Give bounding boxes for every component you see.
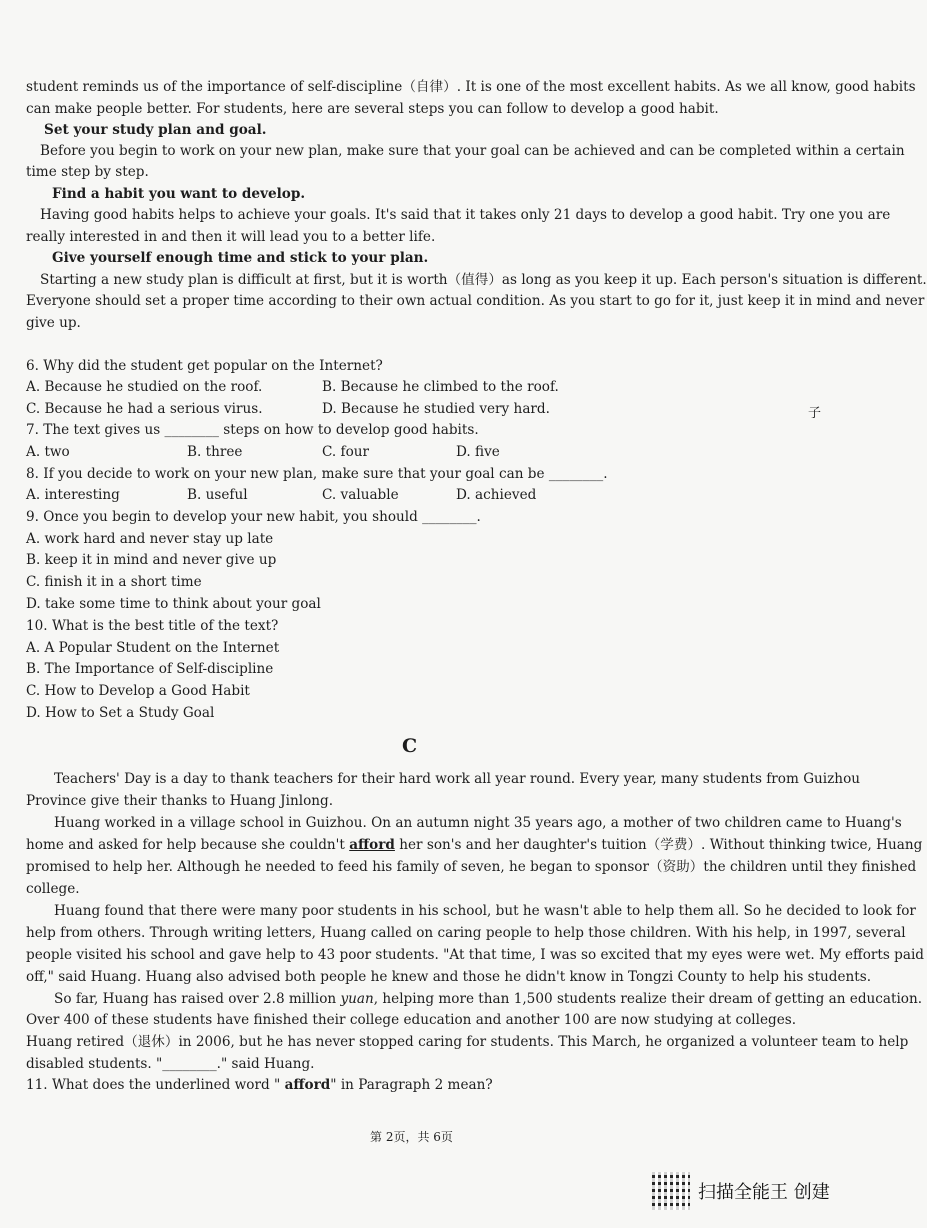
passage-line: promised to help her. Although he needed to feed his family of seven, he began to sponsor（资助）the children until they finished bbox=[26, 859, 917, 875]
passage-line bbox=[26, 836, 922, 854]
qr-code-icon bbox=[652, 1172, 690, 1210]
passage-line: help from others. Through writing letters, Huang called on caring people to help those children. With his help, in 1997, several bbox=[26, 925, 906, 941]
step-heading: Find a habit you want to develop. bbox=[52, 186, 306, 202]
passage-line: Huang found that there were many poor students in his school, but he wasn't able to help them all. So he decided to look for bbox=[54, 903, 916, 919]
question-9-option-a: A. work hard and never stay up late bbox=[26, 531, 274, 547]
question-7-stem: 7. The text gives us ________ steps on how to develop good habits. bbox=[26, 422, 479, 438]
passage-line: time step by step. bbox=[26, 164, 149, 180]
passage-line: really interested in and then it will lead you to a better life. bbox=[26, 229, 436, 245]
question-10-stem: 10. What is the best title of the text? bbox=[26, 618, 279, 634]
passage-line: Starting a new study plan is difficult at first, but it is worth（值得）as long as you keep it up. Each person's situation is different. bbox=[40, 272, 927, 288]
passage-line: Province give their thanks to Huang Jinlong. bbox=[26, 793, 334, 809]
passage-line: Huang worked in a village school in Guizhou. On an autumn night 35 years ago, a mother of two children came to Huang's bbox=[54, 815, 902, 831]
question-8-stem: 8. If you decide to work on your new plan, make sure that your goal can be ________. bbox=[26, 466, 608, 482]
passage-line: give up. bbox=[26, 315, 81, 331]
question-9-option-b: B. keep it in mind and never give up bbox=[26, 552, 277, 568]
quoted-word: afford bbox=[284, 1077, 331, 1093]
question-6-option-c: C. Because he had a serious virus. bbox=[26, 401, 263, 417]
watermark-text: 扫描全能王 创建 bbox=[698, 1182, 830, 1203]
passage-line: disabled students. "________." said Huang. bbox=[26, 1056, 315, 1072]
text-run: 11. What does the underlined word " bbox=[26, 1077, 285, 1093]
passage-line: college. bbox=[26, 881, 80, 897]
passage-line: Huang retired（退休）in 2006, but he has never stopped caring for students. This March, he organized a volunteer team to help bbox=[26, 1034, 909, 1050]
question-11-stem bbox=[26, 1076, 493, 1094]
underlined-word: afford bbox=[349, 837, 395, 853]
passage-line: people visited his school and gave help to 43 poor students. "At that time, I was so excited that my eyes were wet. My efforts paid bbox=[26, 947, 924, 963]
question-6-stem: 6. Why did the student get popular on the Internet? bbox=[26, 358, 383, 374]
italic-word: yuan bbox=[340, 991, 374, 1007]
margin-character: 子 bbox=[808, 406, 822, 421]
question-8-option-a: A. interesting bbox=[26, 487, 120, 503]
question-10-option-a: A. A Popular Student on the Internet bbox=[26, 640, 280, 656]
question-6-option-d: D. Because he studied very hard. bbox=[322, 401, 550, 417]
text-run: " in Paragraph 2 mean? bbox=[330, 1077, 493, 1093]
text-run: home and asked for help because she couldn't bbox=[26, 837, 350, 853]
passage-line: Having good habits helps to achieve your goals. It's said that it takes only 21 days to develop a good habit. Try one you are bbox=[40, 207, 891, 223]
page-footer: 第 2页，共 6页 bbox=[370, 1130, 453, 1144]
passage-line bbox=[54, 990, 922, 1008]
question-10-option-c: C. How to Develop a Good Habit bbox=[26, 683, 250, 699]
question-9-option-c: C. finish it in a short time bbox=[26, 574, 202, 590]
text-run: , helping more than 1,500 students realize their dream of getting an education. bbox=[373, 991, 923, 1007]
question-6-option-b: B. Because he climbed to the roof. bbox=[322, 379, 559, 395]
step-heading: Give yourself enough time and stick to your plan. bbox=[52, 250, 429, 266]
question-8-option-c: C. valuable bbox=[322, 487, 399, 503]
question-8-option-b: B. useful bbox=[187, 487, 248, 503]
question-10-option-b: B. The Importance of Self-discipline bbox=[26, 661, 274, 677]
text-run: So far, Huang has raised over 2.8 million bbox=[54, 991, 341, 1007]
step-heading: Set your study plan and goal. bbox=[44, 122, 267, 138]
question-6-option-a: A. Because he studied on the roof. bbox=[26, 379, 263, 395]
question-7-option-c: C. four bbox=[322, 444, 370, 460]
passage-line: Over 400 of these students have finished their college education and another 100 are now studying at colleges. bbox=[26, 1012, 797, 1028]
passage-line: Everyone should set a proper time according to their own actual condition. As you start to go for it, just keep it in mind and never bbox=[26, 293, 925, 309]
passage-line: off," said Huang. Huang also advised both people he knew and those he didn't know in Tongzi County to help his students. bbox=[26, 969, 872, 985]
question-9-stem: 9. Once you begin to develop your new habit, you should ________. bbox=[26, 509, 481, 525]
question-7-option-b: B. three bbox=[187, 444, 243, 460]
passage-line: student reminds us of the importance of self-discipline（自律）. It is one of the most excellent habits. As we all know, good habits bbox=[26, 79, 916, 95]
question-7-option-a: A. two bbox=[26, 444, 70, 460]
question-7-option-d: D. five bbox=[456, 444, 500, 460]
question-10-option-d: D. How to Set a Study Goal bbox=[26, 705, 215, 721]
passage-line: Before you begin to work on your new plan, make sure that your goal can be achieved and can be completed within a certain bbox=[40, 143, 905, 159]
passage-line: can make people better. For students, here are several steps you can follow to develop a good habit. bbox=[26, 101, 719, 117]
question-9-option-d: D. take some time to think about your goal bbox=[26, 596, 321, 612]
scanner-watermark bbox=[652, 1172, 830, 1210]
section-title: C bbox=[402, 735, 418, 757]
question-8-option-d: D. achieved bbox=[456, 487, 537, 503]
text-run: her son's and her daughter's tuition（学费）. Without thinking twice, Huang bbox=[394, 837, 923, 853]
passage-line: Teachers' Day is a day to thank teachers for their hard work all year round. Every year, many students from Guizhou bbox=[54, 771, 861, 787]
